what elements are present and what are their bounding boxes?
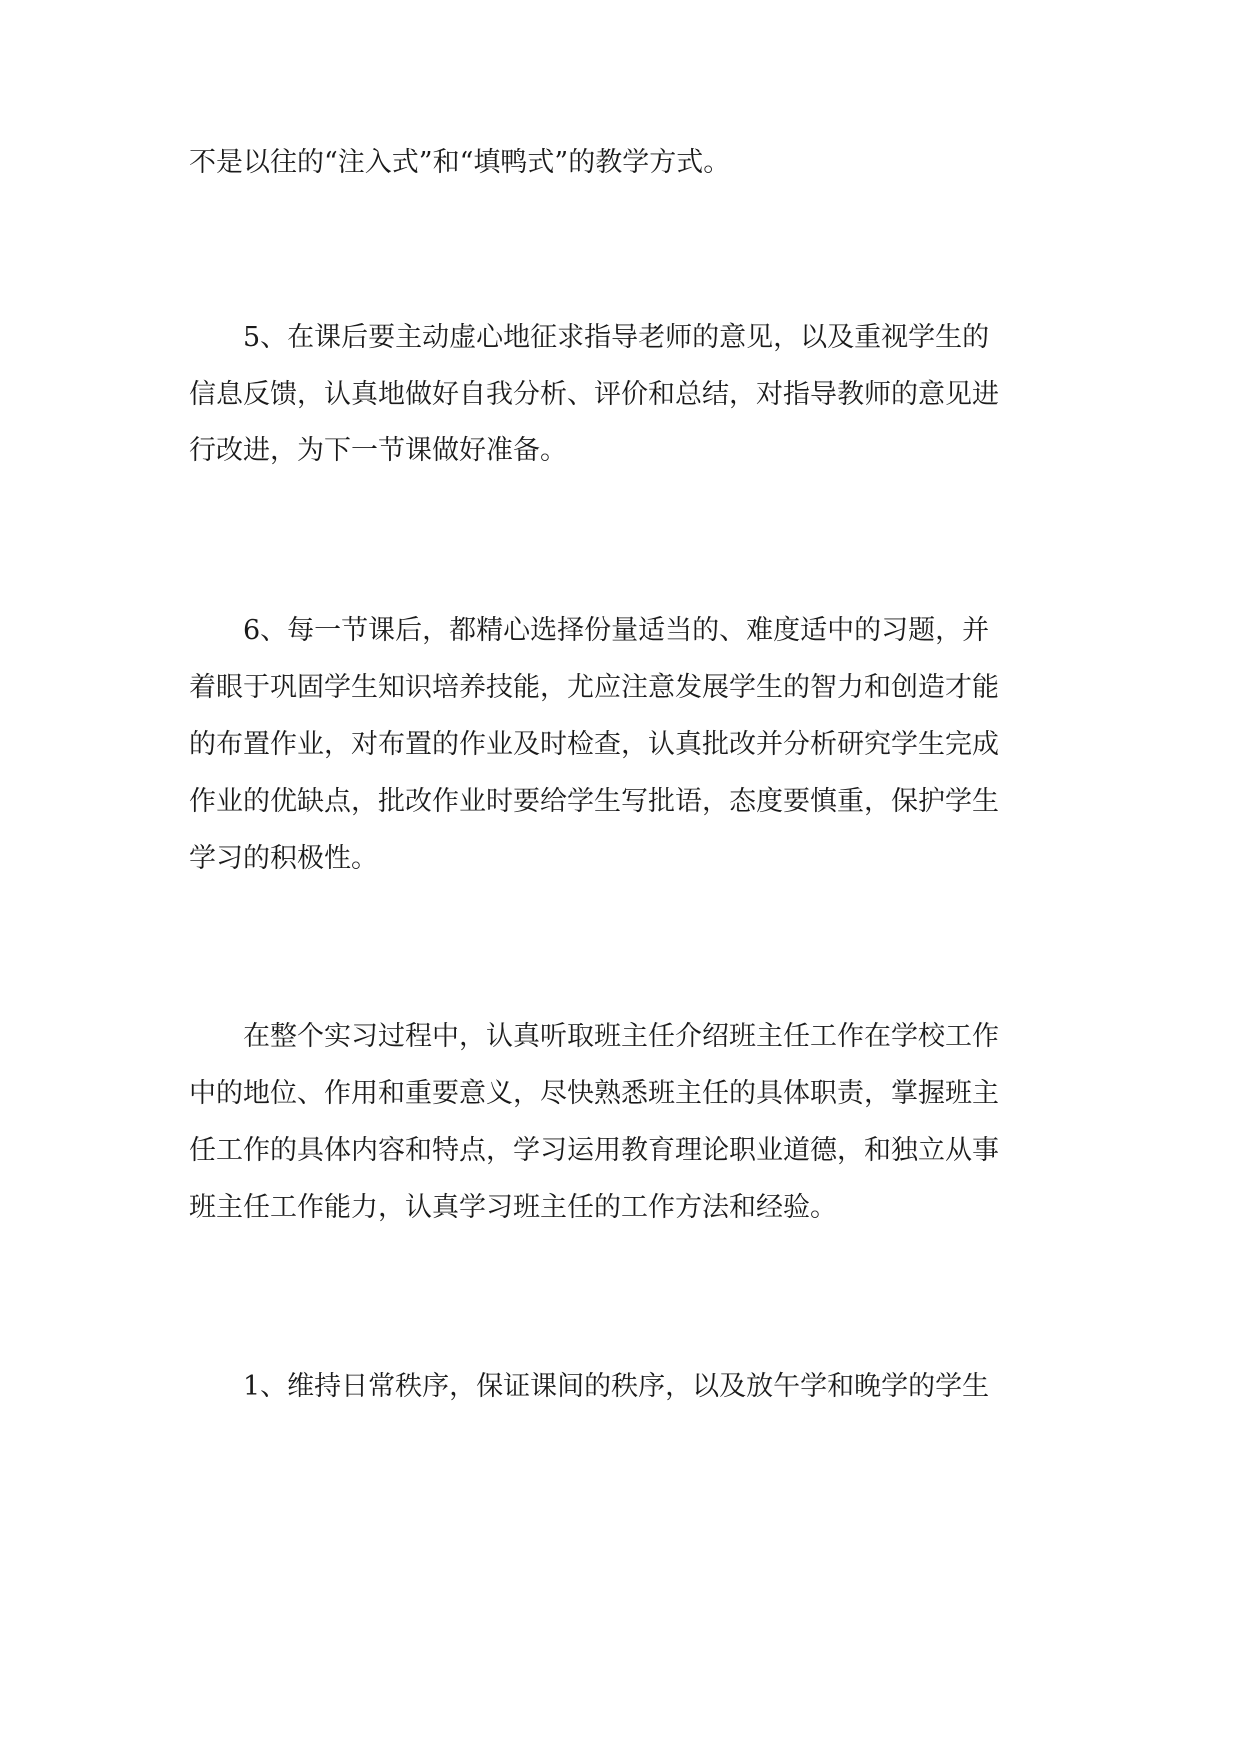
text-line: 作业的优缺点，批改作业时要给学生写批语，态度要慎重，保护学生 — [189, 786, 999, 817]
text-line: 5、在课后要主动虚心地征求指导老师的意见，以及重视学生的 — [243, 322, 990, 353]
text-line: 的布置作业，对布置的作业及时检查，认真批改并分析研究学生完成 — [189, 729, 999, 760]
text-line: 信息反馈，认真地做好自我分析、评价和总结，对指导教师的意见进 — [189, 379, 999, 410]
text-line: 学习的积极性。 — [189, 843, 378, 874]
text-line: 在整个实习过程中，认真听取班主任介绍班主任工作在学校工作 — [243, 1021, 999, 1052]
text-line: 任工作的具体内容和特点，学习运用教育理论职业道德，和独立从事 — [189, 1135, 999, 1166]
text-line: 班主任工作能力，认真学习班主任的工作方法和经验。 — [189, 1192, 837, 1223]
text-line: 不是以往的“注入式”和“填鸭式”的教学方式。 — [189, 147, 731, 178]
text-line: 中的地位、作用和重要意义，尽快熟悉班主任的具体职责，掌握班主 — [189, 1078, 999, 1109]
text-line: 1、维持日常秩序，保证课间的秩序，以及放午学和晚学的学生 — [243, 1371, 990, 1402]
text-line: 行改进，为下一节课做好准备。 — [189, 435, 567, 466]
text-line: 着眼于巩固学生知识培养技能，尤应注意发展学生的智力和创造才能 — [189, 672, 999, 703]
text-line: 6、每一节课后，都精心选择份量适当的、难度适中的习题，并 — [243, 615, 990, 646]
